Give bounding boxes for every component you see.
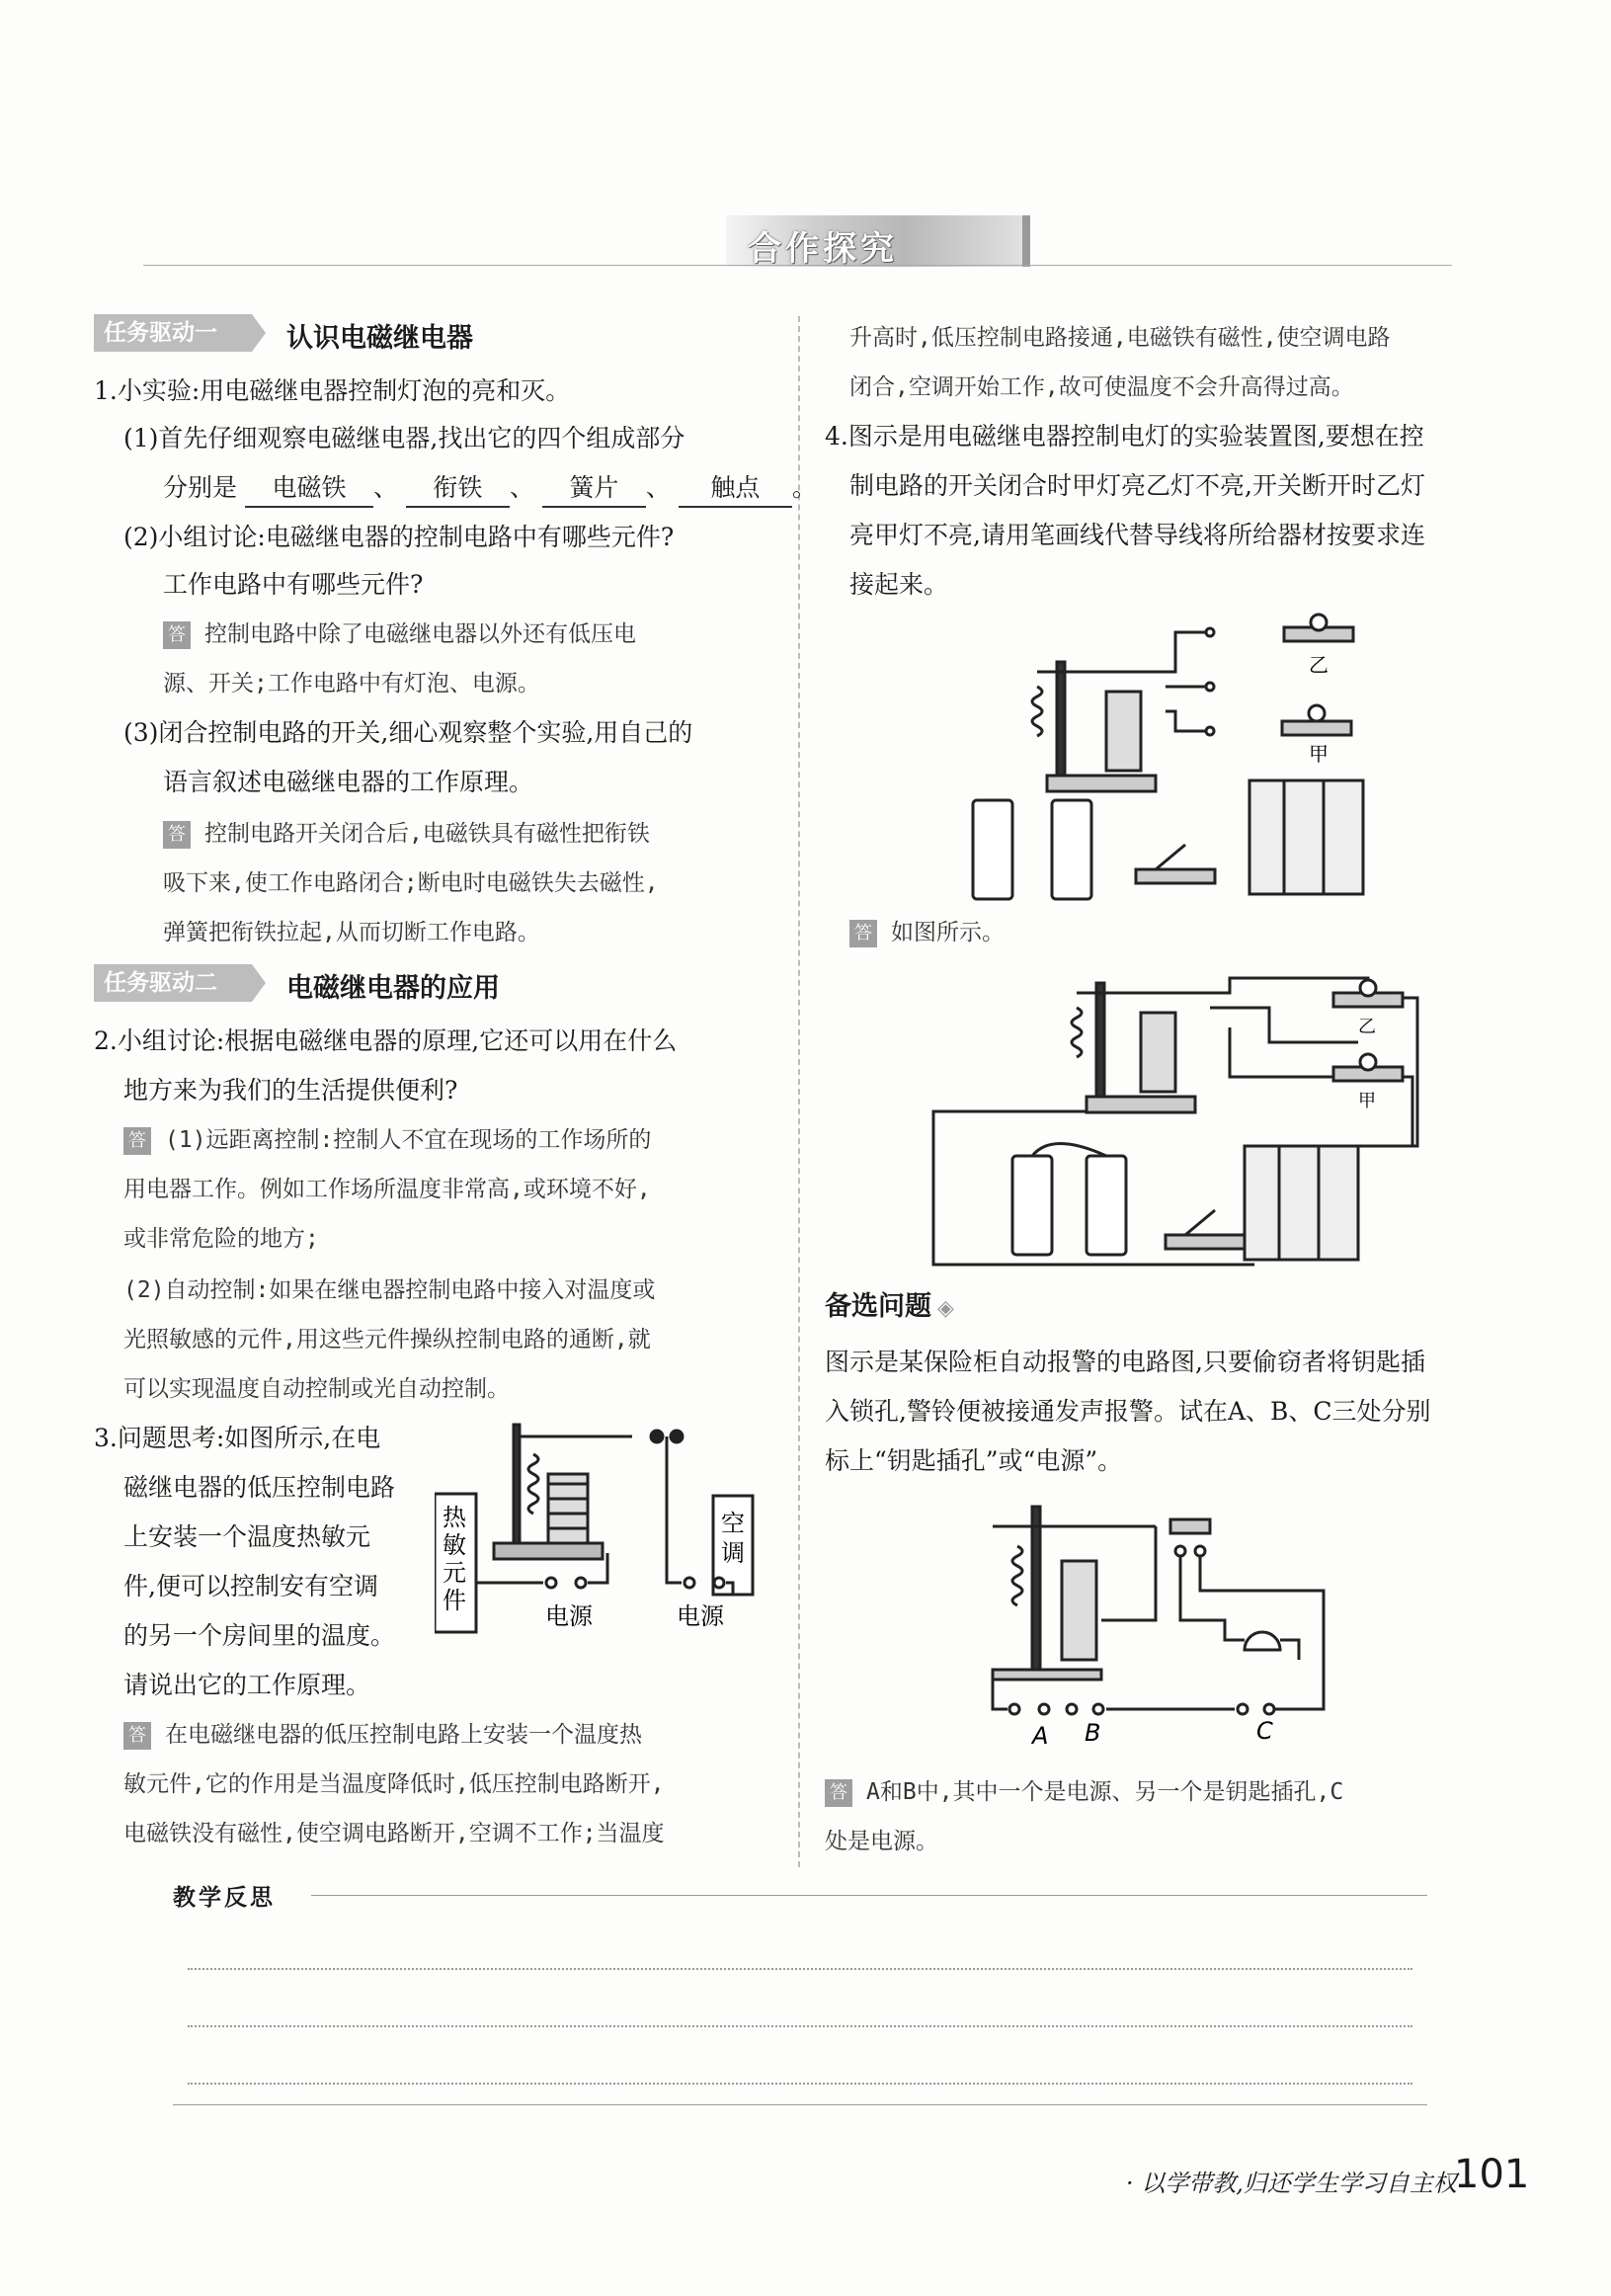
sep-3: 、 bbox=[645, 473, 671, 502]
diamond-arrow-icon: ◈ bbox=[937, 1296, 954, 1321]
answer-icon: 答 bbox=[825, 1779, 852, 1807]
q1-answer3-text1: 控制电路开关闭合后,电磁铁具有磁性把衔铁 bbox=[204, 821, 650, 847]
reflection-top-rule bbox=[311, 1895, 1427, 1896]
q2-answer-line2: 用电器工作。例如工作场所温度非常高,或环境不好, bbox=[123, 1177, 651, 1202]
q3-answer-line4: 升高时,低压控制电路接通,电磁铁有磁性,使空调电路 bbox=[849, 325, 1391, 351]
q4-line3: 亮甲灯不亮,请用笔画线代替导线将所给器材按要求连 bbox=[849, 521, 1425, 549]
reflection-title: 教学反思 bbox=[173, 1885, 276, 1911]
fig-label-a: A bbox=[1032, 1722, 1049, 1750]
task1-tag: 任务驱动一 bbox=[94, 314, 252, 352]
top-rule bbox=[143, 265, 1452, 266]
answer-icon: 答 bbox=[163, 821, 191, 849]
q4-line4: 接起来。 bbox=[849, 570, 949, 599]
q2-answer-line5: 光照敏感的元件,用这些元件操纵控制电路的通断,就 bbox=[123, 1327, 651, 1353]
q1-part2-line2: 工作电路中有哪些元件? bbox=[163, 570, 424, 599]
fig-thermistor-char3: 元 bbox=[443, 1559, 466, 1587]
section-title-banner bbox=[726, 215, 1030, 267]
q1-answer2-line1 bbox=[163, 611, 636, 658]
fig-ac-char1: 空 bbox=[721, 1510, 745, 1537]
q1-answer3-line1 bbox=[163, 810, 650, 858]
fig-answer-lamp-jia: 甲 bbox=[1358, 1091, 1376, 1111]
q4-answer-figure bbox=[914, 968, 1427, 1274]
fig-power1-label: 电源 bbox=[545, 1602, 593, 1630]
column-divider bbox=[798, 316, 800, 1867]
backup-title bbox=[825, 1284, 954, 1323]
q3-answer-line5: 闭合,空调开始工作,故可使温度不会升高得过高。 bbox=[849, 374, 1354, 400]
q3-relay-figure bbox=[435, 1415, 790, 1642]
blank-3: 簧片 bbox=[542, 470, 646, 508]
q1-part1-prefix: 分别是 bbox=[163, 473, 238, 502]
task2-tag: 任务驱动二 bbox=[94, 964, 252, 1002]
reflection-line-3[interactable] bbox=[188, 2083, 1412, 2085]
q1-part3-line2: 语言叙述电磁继电器的工作原理。 bbox=[163, 768, 534, 796]
q2-answer-line6: 可以实现温度自动控制或光自动控制。 bbox=[123, 1376, 510, 1402]
q3-line5: 的另一个房间里的温度。 bbox=[123, 1621, 396, 1650]
q1-part1-line1: (1)首先仔细观察电磁继电器,找出它的四个组成部分 bbox=[123, 424, 685, 452]
blank-4: 触点 bbox=[679, 470, 792, 508]
section-title: 合作探究 bbox=[748, 229, 898, 269]
q2-answer-text1: (1)远距离控制:控制人不宜在现场的工作场所的 bbox=[165, 1127, 652, 1153]
q1-answer3-line3: 弹簧把衔铁拉起,从而切断工作电路。 bbox=[163, 920, 540, 945]
task1-title: 认识电磁继电器 bbox=[286, 323, 473, 354]
q3-answer-text1: 在电磁继电器的低压控制电路上安装一个温度热 bbox=[165, 1722, 642, 1748]
q2-line1: 2.小组讨论:根据电磁继电器的原理,它还可以用在什么 bbox=[94, 1026, 678, 1055]
answer-icon: 答 bbox=[849, 920, 877, 947]
q1-part1-line2 bbox=[163, 464, 817, 512]
q1-answer2-text1: 控制电路中除了电磁继电器以外还有低压电 bbox=[204, 621, 636, 647]
blank-2: 衔铁 bbox=[406, 470, 510, 508]
q1-answer2-line2: 源、开关;工作电路中有灯泡、电源。 bbox=[163, 671, 540, 697]
q3-line3: 上安装一个温度热敏元 bbox=[123, 1522, 371, 1551]
answer-icon: 答 bbox=[123, 1127, 151, 1155]
q3-answer-line3: 电磁铁没有磁性,使空调电路断开,空调不工作;当温度 bbox=[123, 1821, 665, 1846]
q3-line4: 件,便可以控制安有空调 bbox=[123, 1572, 378, 1600]
q1-answer3-line2: 吸下来,使工作电路闭合;断电时电磁铁失去磁性, bbox=[163, 870, 659, 896]
fig-ac-char2: 调 bbox=[721, 1539, 745, 1567]
q1-part2-line1: (2)小组讨论:电磁继电器的控制电路中有哪些元件? bbox=[123, 523, 675, 551]
backup-line3: 标上“钥匙插孔”或“电源”。 bbox=[825, 1446, 1123, 1475]
q1-part3-line1: (3)闭合控制电路的开关,细心观察整个实验,用自己的 bbox=[123, 718, 693, 747]
fig-label-c: C bbox=[1256, 1717, 1273, 1745]
q4-answer bbox=[849, 909, 1005, 956]
answer-icon: 答 bbox=[123, 1722, 151, 1750]
q3-line2: 磁继电器的低压控制电路 bbox=[123, 1473, 396, 1502]
backup-title-text: 备选问题 bbox=[825, 1291, 931, 1322]
backup-line2: 入锁孔,警铃便被接通发声报警。试在A、B、C三处分别 bbox=[825, 1397, 1431, 1426]
q2-answer-line4: (2)自动控制:如果在继电器控制电路中接入对温度或 bbox=[123, 1277, 656, 1303]
blank-1: 电磁铁 bbox=[245, 470, 373, 508]
fig-lamp-jia-label: 甲 bbox=[1309, 742, 1329, 766]
fig-thermistor-char1: 热 bbox=[443, 1504, 466, 1531]
footer-slogan: · 以学带教,归还学生学习自主权 · bbox=[1126, 2170, 1473, 2197]
backup-line1: 图示是某保险柜自动报警的电路图,只要偷窃者将钥匙插 bbox=[825, 1348, 1425, 1376]
q4-answer-text: 如图所示。 bbox=[891, 920, 1005, 945]
backup-alarm-figure bbox=[988, 1502, 1363, 1759]
reflection-line-2[interactable] bbox=[188, 2025, 1412, 2027]
q3-line6: 请说出它的工作原理。 bbox=[123, 1671, 371, 1699]
fig-answer-lamp-yi: 乙 bbox=[1358, 1017, 1376, 1037]
q3-answer-line1 bbox=[123, 1711, 642, 1759]
q2-line2: 地方来为我们的生活提供便利? bbox=[123, 1076, 458, 1105]
q2-answer-line3: 或非常危险的地方; bbox=[123, 1226, 319, 1252]
fig-thermistor-char2: 敏 bbox=[443, 1531, 466, 1559]
page-number: 101 bbox=[1454, 2152, 1530, 2197]
q1-stem: 1.小实验:用电磁继电器控制灯泡的亮和灭。 bbox=[94, 376, 571, 405]
end-1: 。 bbox=[791, 473, 817, 502]
fig-lamp-yi-label: 乙 bbox=[1309, 653, 1329, 677]
q4-apparatus-figure bbox=[968, 613, 1383, 909]
q4-line2: 制电路的开关闭合时甲灯亮乙灯不亮,开关断开时乙灯 bbox=[849, 471, 1425, 500]
fig-power2-label: 电源 bbox=[677, 1602, 724, 1630]
q4-line1: 4.图示是用电磁继电器控制电灯的实验装置图,要想在控 bbox=[825, 422, 1424, 451]
answer-icon: 答 bbox=[163, 621, 191, 649]
fig-thermistor-char4: 件 bbox=[443, 1587, 466, 1614]
reflection-bottom-rule bbox=[173, 2104, 1427, 2105]
backup-answer-line1 bbox=[825, 1768, 1343, 1816]
q2-answer-line1 bbox=[123, 1116, 651, 1164]
backup-answer-line2: 处是电源。 bbox=[825, 1829, 938, 1854]
q3-answer-line2: 敏元件,它的作用是当温度降低时,低压控制电路断开, bbox=[123, 1771, 665, 1797]
fig-label-b: B bbox=[1085, 1719, 1101, 1747]
task2-title: 电磁继电器的应用 bbox=[286, 973, 500, 1004]
backup-answer-text1: A和B中,其中一个是电源、另一个是钥匙插孔,C bbox=[866, 1779, 1344, 1805]
sep-2: 、 bbox=[509, 473, 534, 502]
reflection-line-1[interactable] bbox=[188, 1968, 1412, 1970]
sep-1: 、 bbox=[372, 473, 398, 502]
q3-line1: 3.问题思考:如图所示,在电 bbox=[94, 1424, 381, 1452]
